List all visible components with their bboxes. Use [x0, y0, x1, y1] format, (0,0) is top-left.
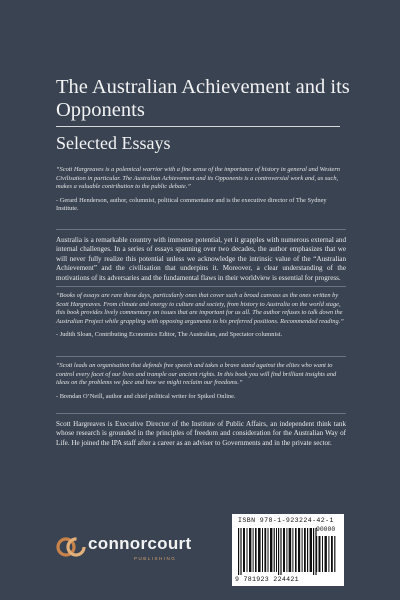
endorsement-henderson: [56, 166, 346, 214]
section-divider: [56, 413, 346, 414]
book-subtitle: Selected Essays: [56, 133, 171, 153]
book-blurb: [56, 236, 346, 283]
section-divider: [56, 356, 346, 357]
endorsement-quote: “Books of essays are rare these days, particularly ones that cover such a broad canvass as the ones written by Scott Hargreaves. From climate and energy to culture and society, from history to Australia on the world stage, this book provides lively commentary on issues that are important for us all. The author refuses to talk down the Australian Project while grappling with opposing arguments to his preferred positions. Recommended reading.”: [56, 292, 344, 325]
publisher-name: connorcourt: [88, 534, 192, 553]
title-rule: [56, 126, 340, 127]
endorsement-quote: “Scott Hargreaves is a polemical warrior with a fine sense of the importance of history in general and Western Civilisation in particular. The Australian Achievement and its Opponents is a controversial work and, as such, makes a valuable contribution to the public debate.”: [56, 166, 341, 191]
endorsement-oneill: [56, 362, 346, 401]
blurb-text: Australia is a remarkable country with immense potential, yet it grapples with numerous external and internal challenges. In a series of essays spanning over two decades, the author emphasizes that we will never fully realize this potential unless we acknowledge the intrinsic value of the “Australian Achievement” and the civilisation that underpins it. Moreover, a clear understanding of the motivations of its adversaries and the fundamental flaws in their worldview is essential for progress.: [56, 236, 346, 282]
section-divider: [56, 229, 346, 230]
price-code: 90000: [316, 526, 336, 533]
ean-number: 9 781923 224421: [235, 576, 299, 583]
endorsement-attribution: - Gerard Henderson, author, columnist, political commentator and is the executive director of The Sydney Institute.: [56, 196, 327, 213]
section-divider: [56, 286, 346, 287]
author-bio-text: Scott Hargreaves is Executive Director of the Institute of Public Affairs, an independent think tank whose research is grounded in the principles of freedom and consideration for the Australian Way of Life. He joined the IPA staff after a career as an adviser to Governments and in the private sector.: [56, 420, 346, 447]
book-title: The Australian Achievement and its Opponents: [56, 76, 350, 121]
endorsement-quote: “Scott leads an organisation that defends free speech and takes a brave stand against the elites who want to control every facet of our lives and trample our ancient rights. In this book you will find brilliant insights and ideas on the problems we face and how we might reclaim our freedoms.”: [56, 362, 337, 387]
isbn-text: ISBN 978-1-923224-42-1: [238, 517, 334, 524]
endorsement-attribution: - Judith Sloan, Contributing Economics Editor, The Australian, and Spectator columnist.: [56, 331, 283, 339]
endorsement-attribution: - Brendan O’Neill, author and chief political writer for Spiked Online.: [56, 392, 236, 400]
endorsement-sloan: [56, 292, 346, 340]
publisher-tagline: PUBLISHING: [134, 556, 177, 561]
isbn-barcode: [232, 514, 344, 586]
publisher-logo: [56, 530, 216, 570]
author-bio: [56, 420, 346, 448]
addon-barcode-icon: [316, 536, 338, 572]
connorcourt-logo-icon: [56, 532, 86, 562]
